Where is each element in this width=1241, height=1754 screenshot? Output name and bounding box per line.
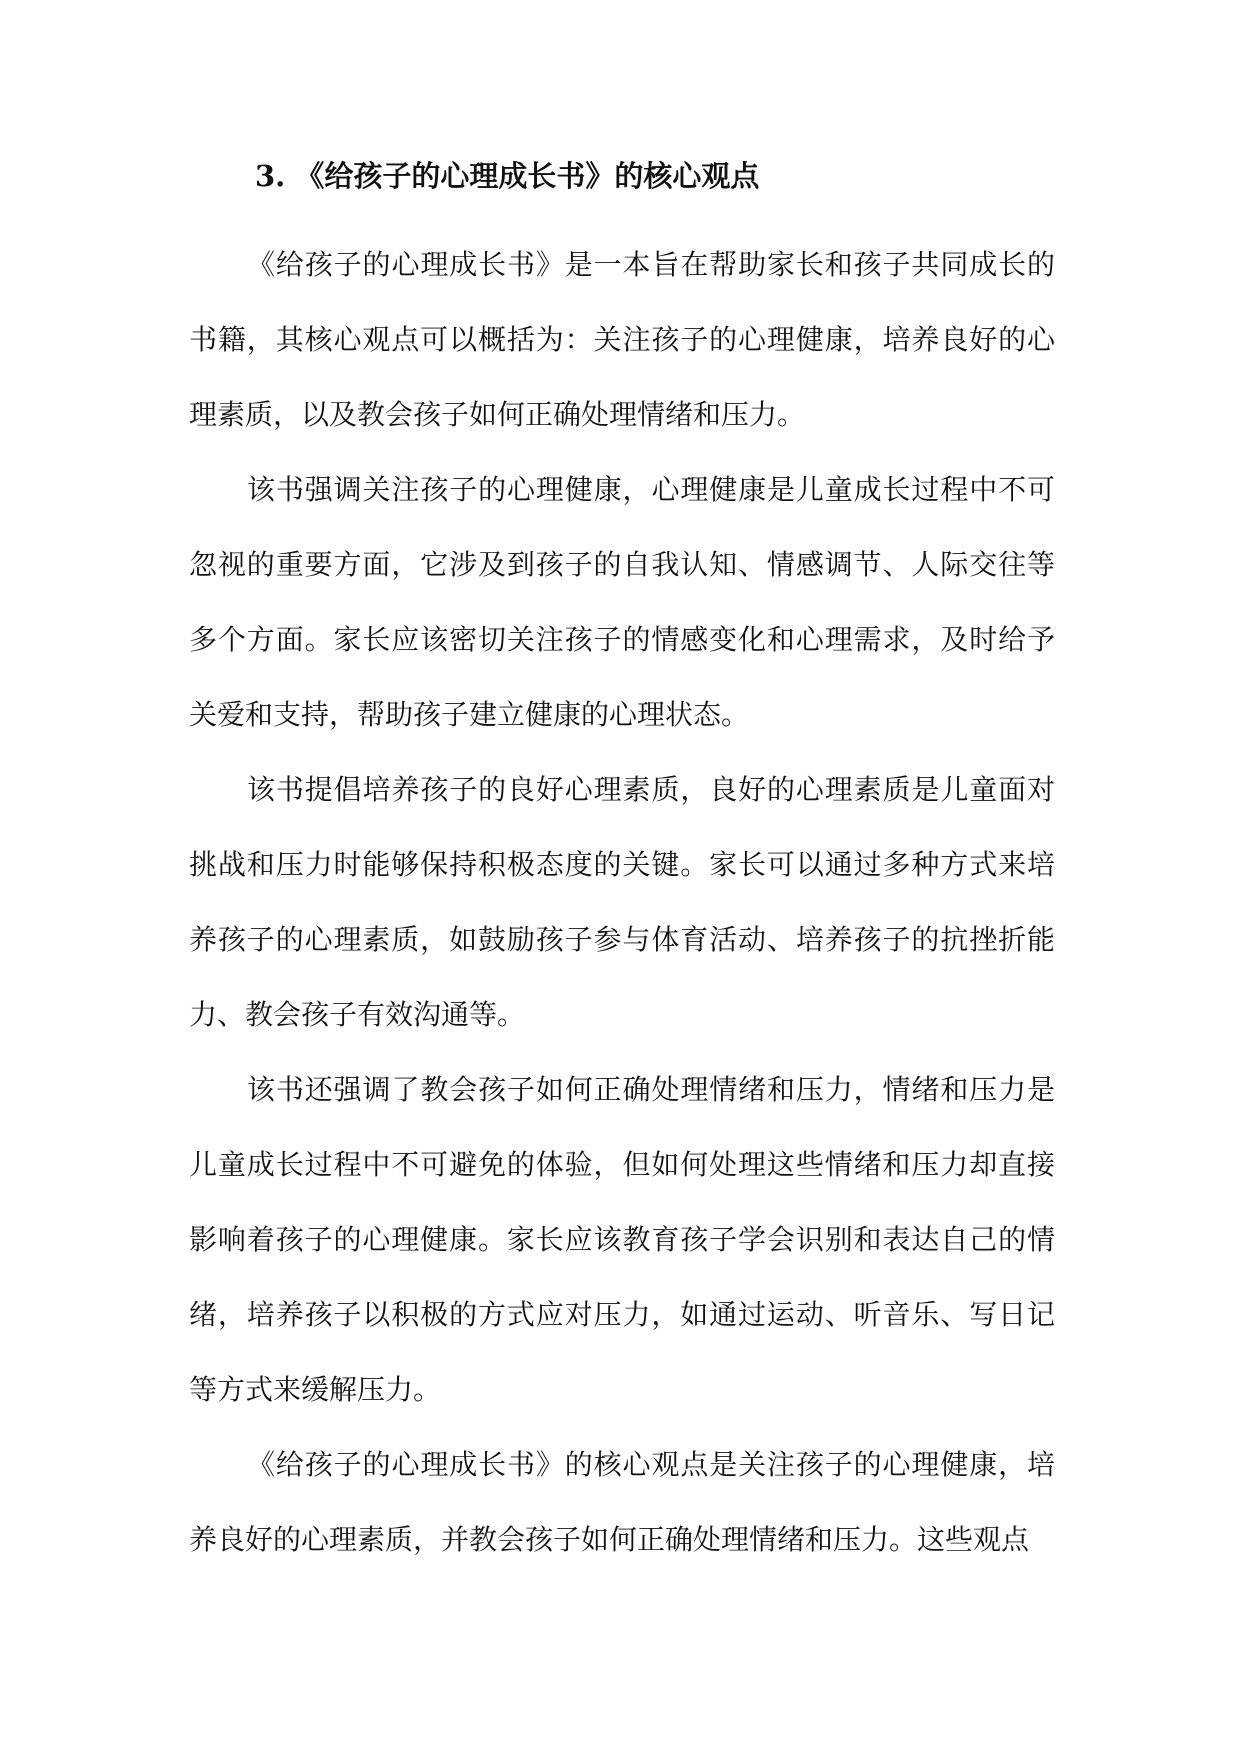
- paragraph-1: 《给孩子的心理成长书》是一本旨在帮助家长和孩子共同成长的书籍，其核心观点可以概括为：关注孩子的心理健康，培养良好的心理素质，以及教会孩子如何正确处理情绪和压力。: [189, 248, 1055, 431]
- paragraph-5: 《给孩子的心理成长书》的核心观点是关注孩子的心理健康，培养良好的心理素质，并教会孩子如何正确处理情绪和压力。这些观点: [189, 1448, 1055, 1556]
- body-text: [189, 227, 1055, 1577]
- paragraph-4: 该书还强调了教会孩子如何正确处理情绪和压力，情绪和压力是儿童成长过程中不可避免的体验，但如何处理这些情绪和压力却直接影响着孩子的心理健康。家长应该教育孩子学会识别和表达自己的情绪，培养孩子以积极的方式应对压力，如通过运动、听音乐、写日记等方式来缓解压力。: [189, 1073, 1055, 1406]
- paragraph-2: 该书强调关注孩子的心理健康，心理健康是儿童成长过程中不可忽视的重要方面，它涉及到孩子的自我认知、情感调节、人际交往等多个方面。家长应该密切关注孩子的情感变化和心理需求，及时给予关爱和支持，帮助孩子建立健康的心理状态。: [189, 473, 1055, 731]
- paragraph-3: 该书提倡培养孩子的良好心理素质，良好的心理素质是儿童面对挑战和压力时能够保持积极态度的关键。家长可以通过多种方式来培养孩子的心理素质，如鼓励孩子参与体育活动、培养孩子的抗挫折能力、教会孩子有效沟通等。: [189, 773, 1055, 1031]
- section-heading: 3. 《给孩子的心理成长书》的核心观点: [255, 159, 760, 193]
